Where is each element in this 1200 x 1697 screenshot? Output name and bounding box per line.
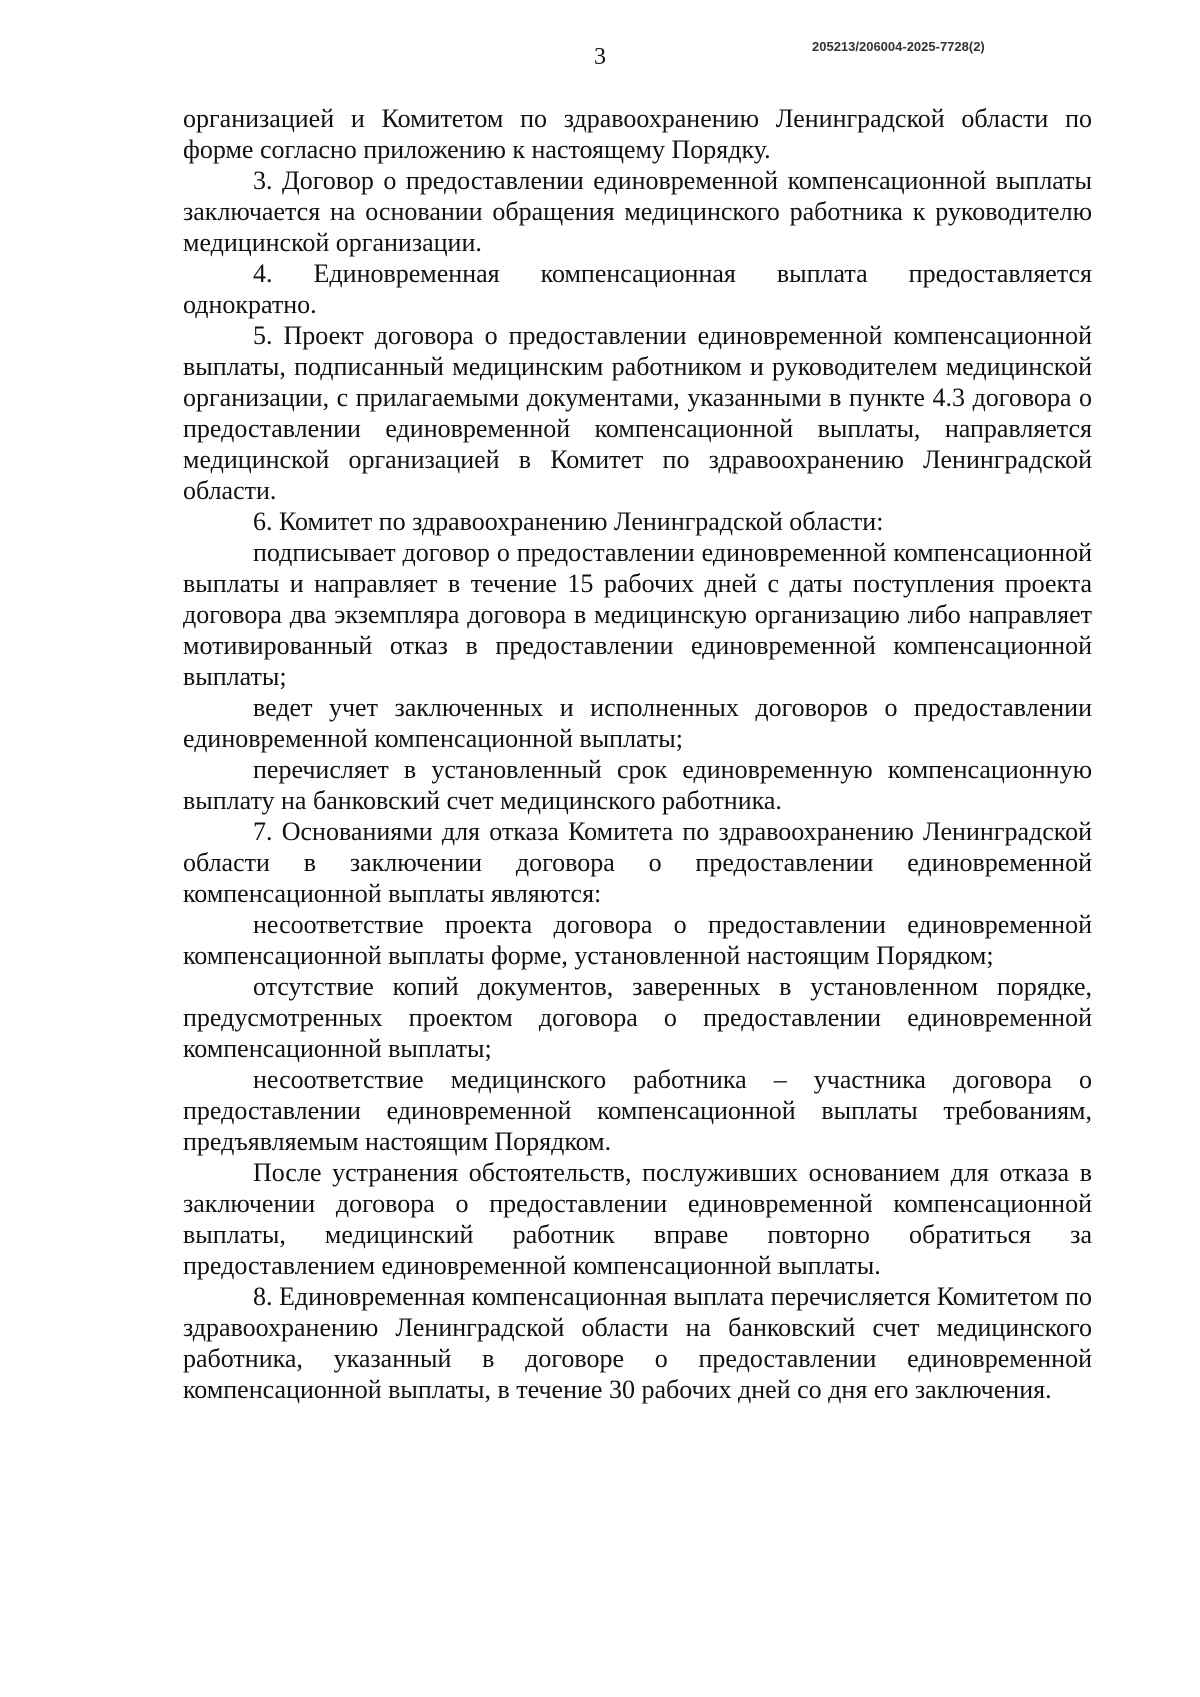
paragraph-7-clause-2: отсутствие копий документов, заверенных в установленном порядке, предусмотренных проектом договора о предоставлении единовременной компенсационной выплаты; [183,972,1092,1063]
paragraph-6-clause-1: подписывает договор о предоставлении единовременной компенсационной выплаты и направляет в течение 15 рабочих дней с даты поступления проекта договора два экземпляра договора в медицинскую организацию либо направляет мотивированный отказ в предоставлении единовременной компенсационной выплаты; [183,538,1092,691]
paragraph-6-clause-2: ведет учет заключенных и исполненных договоров о предоставлении единовременной компенсационной выплаты; [183,693,1092,753]
paragraph-item-4: 4. Единовременная компенсационная выплата предоставляется однократно. [183,259,1092,319]
paragraph-7-note: После устранения обстоятельств, послуживших основанием для отказа в заключении договора о предоставлении единовременной компенсационной выплаты, медицинский работник вправе повторно обратиться за предоставлением единовременной компенсационной выплаты. [183,1158,1092,1280]
paragraph-item-8: 8. Единовременная компенсационная выплата перечисляется Комитетом по здравоохранению Ленинградской области на банковский счет медицинского работника, указанный в договоре о предоставлении единовременной компенсационной выплаты, в течение 30 рабочих дней со дня его заключения. [183,1282,1092,1404]
page-number: 3 [594,44,606,70]
paragraph-item-5: 5. Проект договора о предоставлении единовременной компенсационной выплаты, подписанный медицинским работником и руководителем медицинской организации, с прилагаемыми документами, указанными в пункте 4.3 договора о предоставлении единовременной компенсационной выплаты, направляется медицинской организацией в Комитет по здравоохранению Ленинградской области. [183,321,1092,505]
paragraph-7-clause-1: несоответствие проекта договора о предоставлении единовременной компенсационной выплаты форме, установленной настоящим Порядком; [183,910,1092,970]
paragraph-continuation: организацией и Комитетом по здравоохранению Ленинградской области по форме согласно приложению к настоящему Порядку. [183,104,1092,164]
paragraph-7-clause-3: несоответствие медицинского работника – участника договора о предоставлении единовременной компенсационной выплаты требованиям, предъявляемым настоящим Порядком. [183,1065,1092,1156]
paragraph-item-6: 6. Комитет по здравоохранению Ленинградской области: [253,507,884,536]
paragraph-6-clause-3: перечисляет в установленный срок единовременную компенсационную выплату на банковский счет медицинского работника. [183,755,1092,815]
paragraph-item-3: 3. Договор о предоставлении единовременной компенсационной выплаты заключается на основании обращения медицинского работника к руководителю медицинской организации. [183,166,1092,257]
paragraph-item-7: 7. Основаниями для отказа Комитета по здравоохранению Ленинградской области в заключении договора о предоставлении единовременной компенсационной выплаты являются: [183,817,1092,908]
document-body [183,103,1092,1405]
document-id: 205213/206004-2025-7728(2) [812,39,985,54]
